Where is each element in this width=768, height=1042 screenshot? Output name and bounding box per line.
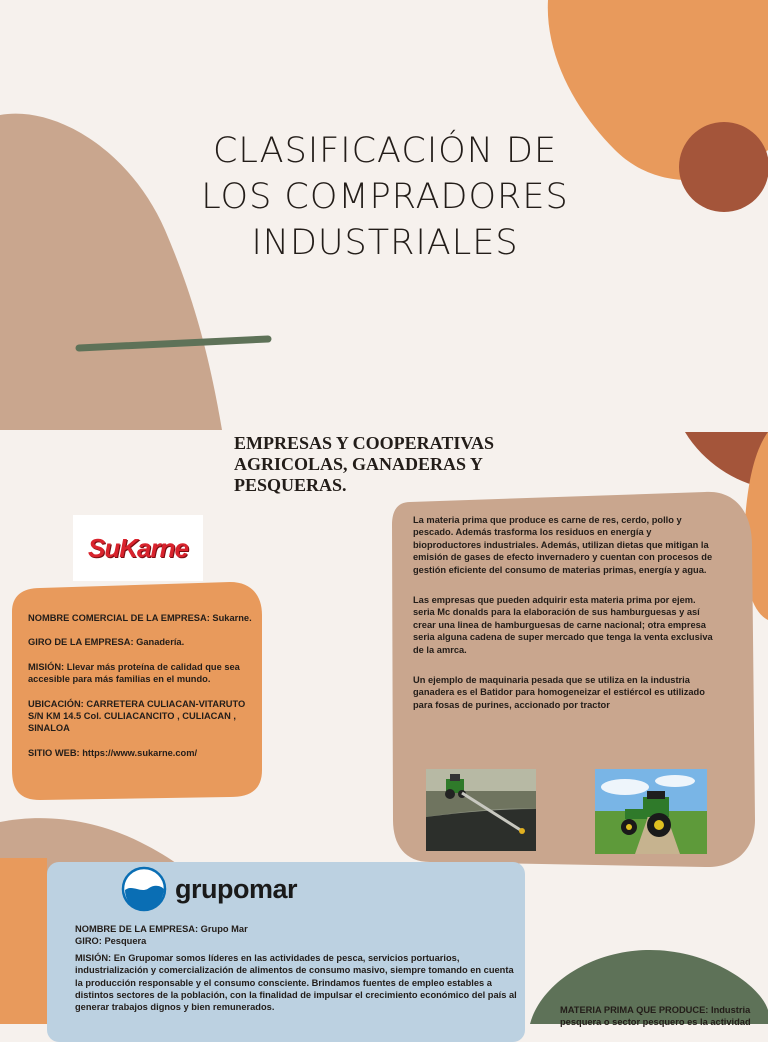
grupomar-logo: [121, 866, 321, 912]
title-line-2: LOS COMPRADORES: [201, 177, 569, 217]
materia-paragraph-2: Las empresas que pueden adquirir esta materia prima por ejem. seria Mc donalds para la elaboración de sus hamburguesas y así crear una linea de hamburguesas de carne nacional; otra empresa seria alguna cadena de super mercado que tenga la venta exclusiva de la amrca.: [413, 595, 713, 655]
title-line-3: INDUSTRIALES: [251, 223, 519, 263]
materia-paragraph-3: Un ejemplo de maquinaria pesada que se utiliza en la industria ganadera es el Batidor para homogeneizar el estiércol es utilizado para fosas de purines, accionado por tractor: [413, 675, 705, 710]
grupomar-wave-icon: [121, 866, 167, 912]
materia-prima-box: [413, 514, 718, 723]
sukarne-logo: [73, 515, 203, 581]
grupomar-giro: GIRO: Pesquera: [75, 936, 147, 947]
section-subtitle: EMPRESAS Y COOPERATIVAS AGRICOLAS, GANADERAS Y PESQUERAS.: [234, 433, 495, 495]
photo-manure-mixer: [426, 769, 536, 851]
rust-circle-top-right: [679, 122, 768, 212]
sukarne-mision: MISIÓN: Llevar más proteína de calidad que sea accesible para más familias en el mundo.: [28, 661, 240, 685]
grupomar-materia-prima: MATERIA PRIMA QUE PRODUCE: Industria pesquera o sector pesquero es la actividad: [560, 1005, 751, 1028]
sukarne-nombre: NOMBRE COMERCIAL DE LA EMPRESA: Sukarne.: [28, 613, 252, 623]
page-title: [150, 128, 620, 266]
grupomar-nombre: NOMBRE DE LA EMPRESA: Grupo Mar: [75, 924, 248, 934]
photo-tractor: [595, 769, 707, 854]
grupomar-info: [75, 923, 520, 1014]
orange-shape-bottom-left: [0, 858, 47, 1024]
title-line-1: CLASIFICACIÓN DE: [212, 131, 558, 171]
sukarne-logo-text: SuKarne: [88, 532, 188, 563]
grupomar-logo-text: grupomar: [175, 873, 298, 904]
sukarne-info-box: [28, 612, 254, 771]
grupomar-mision: MISIÓN: En Grupomar somos líderes en las actividades de pesca, servicios portuarios, industrialización y comercialización de alimentos de consumo masivo, siempre tomando en cuenta la producción responsable y el consumo consciente. Brindamos fuentes de empleo estables a distintos sectores de la población, con la finalidad de impulsar el crecimiento económico del país al generar trabajos dignos y bien remunerados.: [75, 952, 517, 1013]
materia-paragraph-1: La materia prima que produce es carne de res, cerdo, pollo y pescado. Además trasforma los residuos en energía y bioproductores industriales. Además, utilizan dietas que mitigan la emisión de gases de efecto invernadero y cuentan con procesos de gestión eficiente del consumo de materias primas, energía y agua.: [413, 515, 713, 575]
sukarne-ubicacion: UBICACIÓN: CARRETERA CULIACAN-VITARUTO S/N KM 14.5 Col. CULIACANCITO , CULIACAN , SINALOA: [28, 698, 246, 734]
sukarne-giro: GIRO DE LA EMPRESA: Ganadería.: [28, 637, 185, 648]
sukarne-sitio-web: SITIO WEB: https://www.sukarne.com/: [28, 747, 198, 758]
